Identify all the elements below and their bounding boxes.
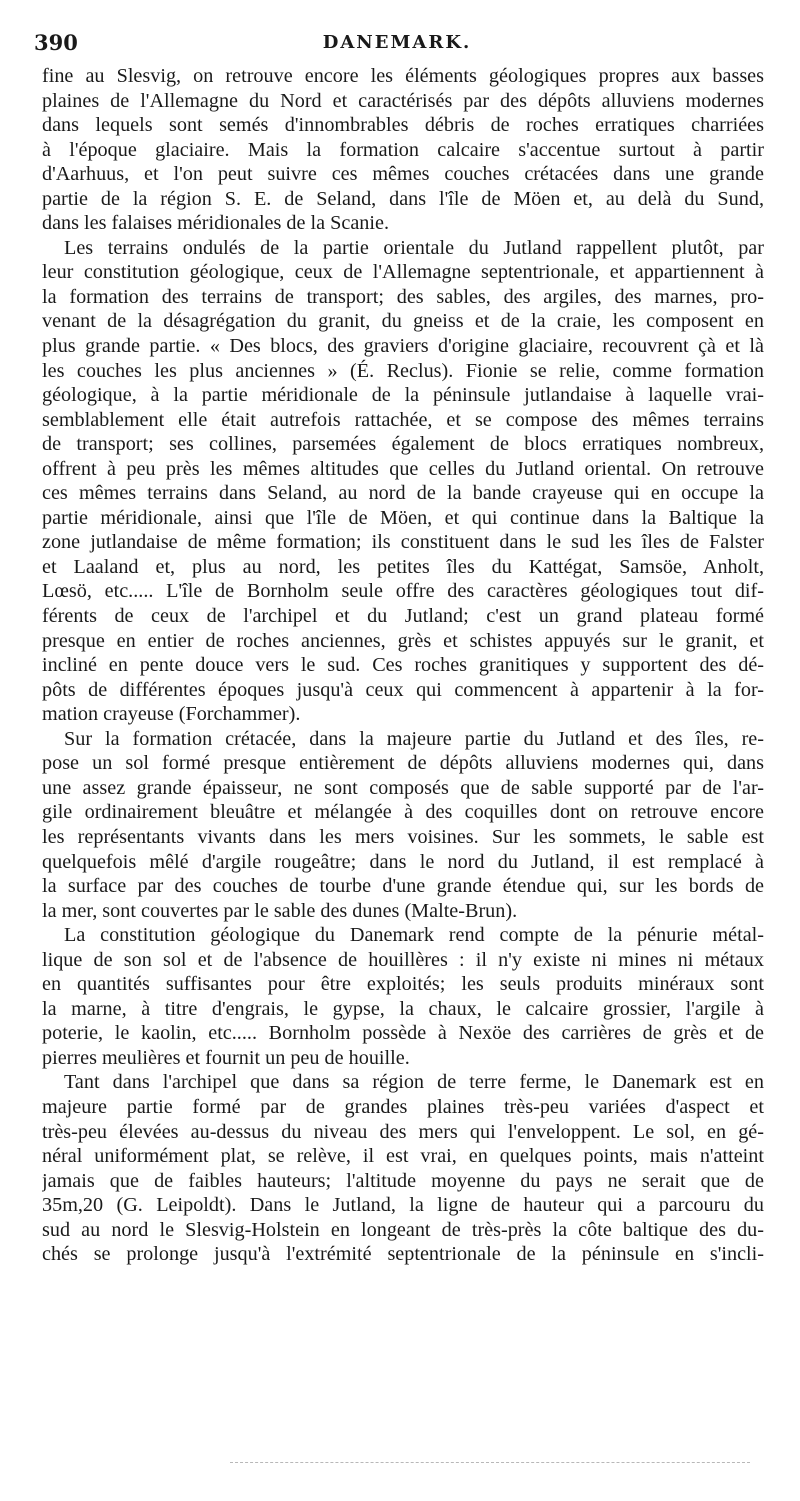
text-line: offrent à peu près les mêmes altitudes que celles du Jutland oriental. On retrouve (42, 457, 764, 480)
text-line: la marne, à titre d'engrais, le gypse, la chaux, le calcaire grossier, l'argile à (42, 997, 764, 1020)
text-line: néral uniformément plat, se relève, il est vrai, en quelques points, mais n'atteint (42, 1145, 764, 1168)
text-line: Sur la formation crétacée, dans la majeure partie du Jutland et des îles, re- (64, 727, 764, 750)
text-line: 35m,20 (G. Leipoldt). Dans le Jutland, la ligne de hauteur qui a parcouru du (42, 1194, 764, 1217)
text-line: mation crayeuse (Forchammer). (42, 703, 301, 726)
text-line: une assez grande épaisseur, ne sont composés que de sable supporté par de l'ar- (42, 776, 764, 799)
text-line: pose un sol formé presque entièrement de dépôts alluviens modernes qui, dans (42, 752, 764, 775)
text-line: la surface par des couches de tourbe d'une grande étendue qui, sur les bords de (42, 875, 764, 898)
text-line: Tant dans l'archipel que dans sa région de terre ferme, le Danemark est en (64, 1071, 764, 1094)
text-line: la mer, sont couvertes par le sable des dunes (Malte-Brun). (42, 899, 518, 922)
text-line: chés se prolonge jusqu'à l'extrémité septentrionale de la péninsule en s'incli- (42, 1243, 764, 1266)
text-line: ces mêmes terrains dans Seland, au nord de la bande crayeuse qui en occupe la (42, 482, 764, 505)
text-line: dans les falaises méridionales de la Scanie. (42, 212, 389, 235)
text-line: géologique, à la partie méridionale de la péninsule jutlandaise à laquelle vrai- (42, 384, 764, 407)
text-line: jamais que de faibles hauteurs; l'altitude moyenne du pays ne serait que de (42, 1169, 764, 1192)
text-line: pierres meulières et fournit un peu de houille. (42, 1046, 410, 1069)
page-header (34, 30, 760, 60)
text-line: presque en entier de roches anciennes, grès et schistes appuyés sur le granit, et (42, 629, 764, 652)
text-line: sud au nord le Slesvig-Holstein en longeant de très-près la côte baltique des du- (42, 1218, 764, 1241)
text-line: leur constitution géologique, ceux de l'Allemagne septentrionale, et appartiennent à (42, 261, 764, 284)
text-line: pôts de différentes époques jusqu'à ceux qui commencent à appartenir à la for- (42, 678, 764, 701)
text-line: et Laaland et, plus au nord, les petites îles du Kattégat, Samsöe, Anholt, (42, 555, 764, 578)
text-line: poterie, le kaolin, etc..... Bornholm possède à Nexöe des carrières de grès et de (42, 1022, 764, 1045)
text-line: les représentants vivants dans les mers voisines. Sur les sommets, le sable est (42, 825, 764, 848)
text-line: les couches les plus anciennes » (É. Reclus). Fionie se relie, comme formation (42, 359, 764, 382)
page-number: 390 (34, 30, 78, 55)
text-line: venant de la désagrégation du granit, du gneiss et de la craie, les composent en (42, 310, 764, 333)
text-line: zone jutlandaise de même formation; ils constituent dans le sud les îles de Falster (42, 531, 764, 554)
text-line: incliné en pente douce vers le sud. Ces roches granitiques y supportent des dé- (42, 654, 764, 677)
text-line: en quantités suffisantes pour être exploités; les seuls produits minéraux sont (42, 973, 764, 996)
text-line: d'Aarhuus, et l'on peut suivre ces mêmes couches crétacées dans une grande (42, 163, 764, 186)
text-line: lique de son sol et de l'absence de houillères : il n'y existe ni mines ni métaux (42, 948, 764, 971)
text-line: férents de ceux de l'archipel et du Jutland; c'est un grand plateau formé (42, 605, 764, 628)
text-line: à l'époque glaciaire. Mais la formation calcaire s'accentue surtout à partir (42, 138, 764, 161)
body-text (42, 64, 764, 1267)
text-line: plaines de l'Allemagne du Nord et caractérisés par des dépôts alluviens modernes (42, 89, 764, 112)
text-line: plus grande partie. « Des blocs, des graviers d'origine glaciaire, recouvrent çà et là (42, 335, 764, 358)
text-line: quelquefois mêlé d'argile rougeâtre; dans le nord du Jutland, il est remplacé à (42, 850, 764, 873)
text-line: dans lequels sont semés d'innombrables débris de roches erratiques charriées (42, 114, 764, 137)
text-line: fine au Slesvig, on retrouve encore les éléments géologiques propres aux basses (42, 65, 764, 87)
text-line: la formation des terrains de transport; des sables, des argiles, des marnes, pro- (42, 285, 764, 308)
text-line: partie méridionale, ainsi que l'île de Möen, et qui continue dans la Baltique la (42, 506, 764, 529)
text-line: très-peu élevées au-dessus du niveau des mers qui l'enveloppent. Le sol, en gé- (42, 1120, 764, 1143)
text-line: Lœsö, etc..... L'île de Bornholm seule offre des caractères géologiques tout dif- (42, 580, 764, 603)
text-line: Les terrains ondulés de la partie orientale du Jutland rappellent plutôt, par (64, 236, 764, 259)
footer-rule (230, 1462, 750, 1465)
text-line: La constitution géologique du Danemark rend compte de la pénurie métal- (64, 924, 764, 947)
text-line: de transport; ses collines, parsemées également de blocs erratiques nombreux, (42, 433, 764, 456)
text-line: majeure partie formé par de grandes plaines très-peu variées d'aspect et (42, 1095, 764, 1118)
text-line: partie de la région S. E. de Seland, dans l'île de Möen et, au delà du Sund, (42, 187, 764, 210)
text-line: gile ordinairement bleuâtre et mélangée à des coquilles dont on retrouve encore (42, 801, 764, 824)
running-title: DANEMARK. (322, 32, 472, 53)
text-line: semblablement elle était autrefois rattachée, et se compose des mêmes terrains (42, 408, 764, 431)
